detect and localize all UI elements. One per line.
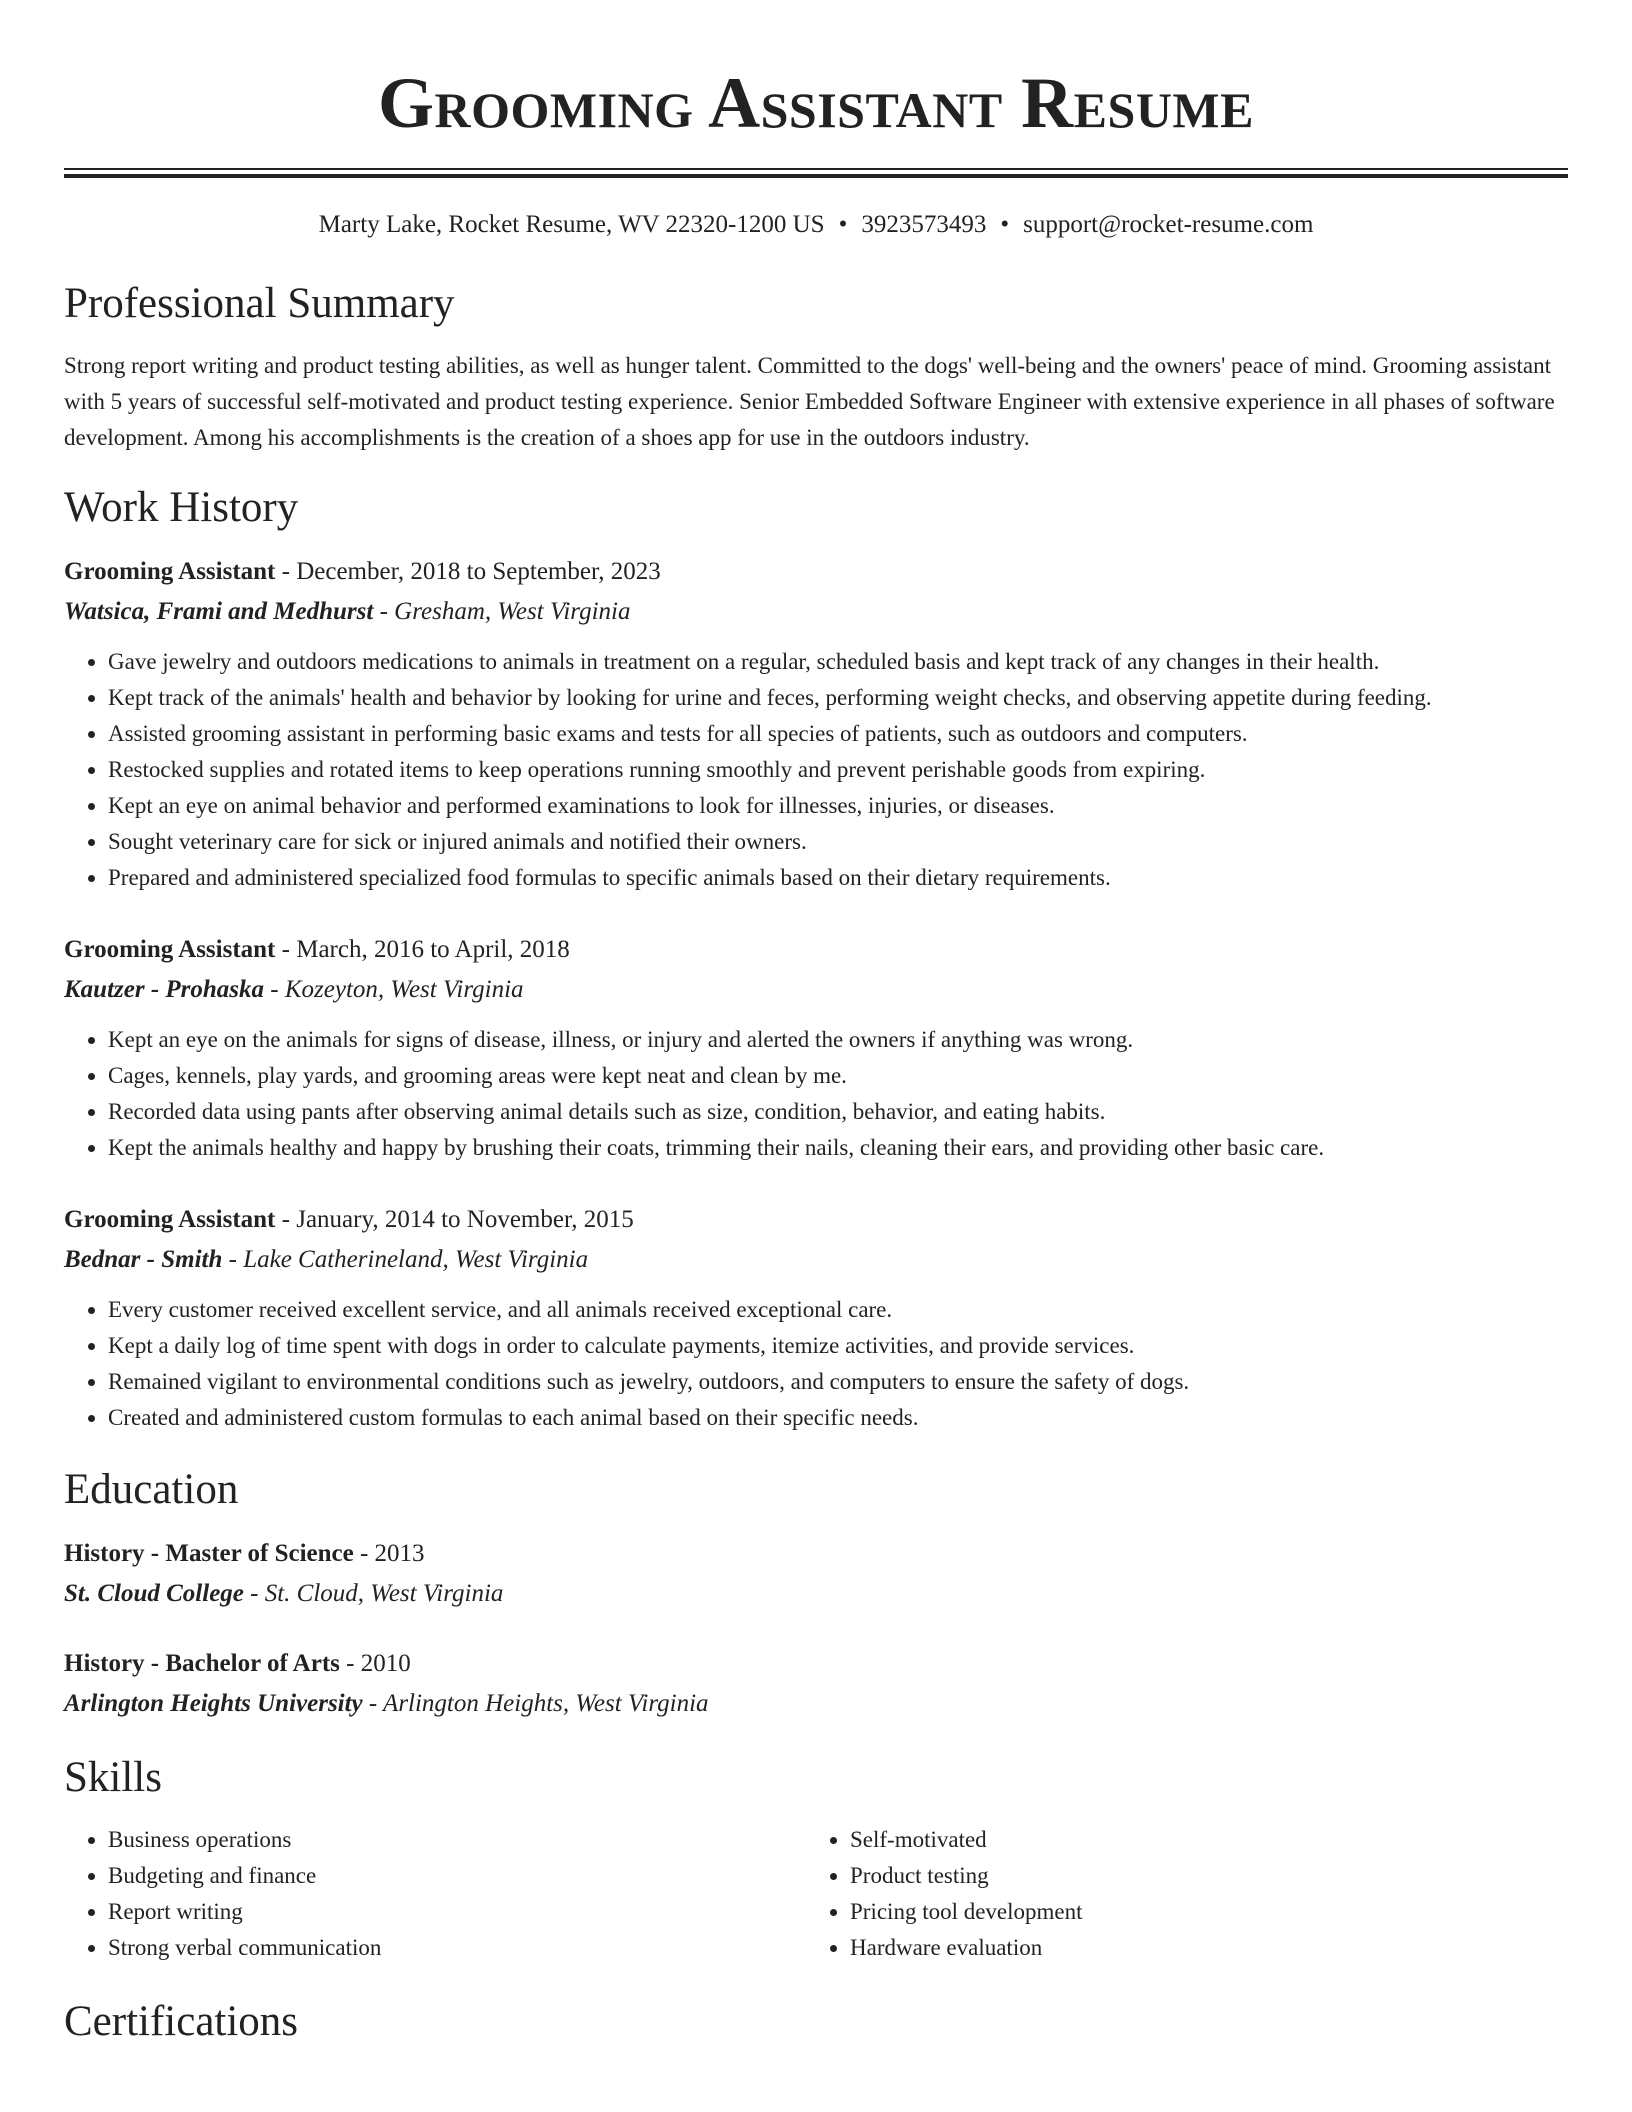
list-item: • Restocked supplies and rotated items to keep operations running smoothly and prevent perishable goods from expiring.	[108, 752, 1568, 788]
job-title: Grooming Assistant	[64, 1206, 276, 1233]
skill-item: • Self-motivated	[850, 1822, 1548, 1858]
list-item: • Kept an eye on animal behavior and performed examinations to look for illnesses, injuries, or diseases.	[108, 788, 1568, 824]
work-history-heading: Work History	[64, 484, 299, 531]
degree-name: History - Bachelor of Arts	[64, 1650, 340, 1677]
degree-name: History - Master of Science	[64, 1540, 354, 1567]
company-name: Bednar - Smith	[64, 1246, 223, 1273]
school-line	[64, 1684, 1568, 1724]
list-item: • Kept a daily log of time spent with dogs in order to calculate payments, itemize activities, and provide services.	[108, 1328, 1568, 1364]
school-location: - St. Cloud, West Virginia	[243, 1580, 504, 1607]
list-item: • Kept an eye on the animals for signs of disease, illness, or injury and alerted the owners if anything was wrong.	[108, 1022, 1568, 1058]
skill-item: • Report writing	[108, 1894, 806, 1930]
school-name: Arlington Heights University	[64, 1690, 363, 1717]
job-title-line	[64, 1200, 1568, 1240]
job-bullets	[64, 1292, 1568, 1436]
skills-heading: Skills	[64, 1754, 162, 1801]
list-item: • Kept the animals healthy and happy by brushing their coats, trimming their nails, cleaning their ears, and providing other basic care.	[108, 1130, 1568, 1166]
skill-item: • Hardware evaluation	[850, 1930, 1548, 1966]
list-item: • Remained vigilant to environmental conditions such as jewelry, outdoors, and computers to ensure the safety of dogs.	[108, 1364, 1568, 1400]
skill-item: • Strong verbal communication	[108, 1930, 806, 1966]
list-item: • Prepared and administered specialized food formulas to specific animals based on their dietary requirements.	[108, 860, 1568, 896]
skills-column-left	[64, 1822, 806, 1966]
summary-text: Strong report writing and product testing abilities, as well as hunger talent. Committed to the dogs' well-being and the owners' peace of mind. Grooming assistant with 5 years of successful self-motivated and product testing experience. Senior Embedded Software Engineer with extensive experience in all phases of software development. Among his accomplishments is the creation of a shoes app for use in the outdoors industry.	[64, 353, 1555, 450]
company-location: - Gresham, West Virginia	[373, 598, 631, 625]
education-heading: Education	[64, 1466, 239, 1513]
certifications-heading: Certifications	[64, 1998, 299, 2045]
job-title: Grooming Assistant	[64, 936, 276, 963]
job-entry	[64, 930, 1568, 1166]
contact-phone: 3923573493	[861, 211, 987, 238]
degree-line	[64, 1534, 1568, 1574]
contact-separator: •	[1000, 211, 1010, 238]
job-entry	[64, 1200, 1568, 1436]
list-item: • Assisted grooming assistant in performing basic exams and tests for all species of patients, such as outdoors and computers.	[108, 716, 1568, 752]
resume-page	[64, 0, 1568, 2048]
degree-line	[64, 1644, 1568, 1684]
job-bullets	[64, 644, 1568, 896]
job-dates: - December, 2018 to September, 2023	[275, 558, 661, 585]
skill-item: • Budgeting and finance	[108, 1858, 806, 1894]
degree-year: - 2013	[353, 1540, 425, 1567]
company-name: Watsica, Frami and Medhurst	[64, 598, 374, 625]
job-title: Grooming Assistant	[64, 558, 276, 585]
contact-email: support@rocket-resume.com	[1023, 211, 1314, 238]
company-line	[64, 1240, 1568, 1280]
skill-item: • Product testing	[850, 1858, 1548, 1894]
job-title-line	[64, 552, 1568, 592]
list-item: • Every customer received excellent service, and all animals received exceptional care.	[108, 1292, 1568, 1328]
education-entry	[64, 1644, 1568, 1724]
title-divider	[64, 168, 1568, 178]
skill-item: • Pricing tool development	[850, 1894, 1548, 1930]
summary-heading: Professional Summary	[64, 280, 455, 327]
school-name: St. Cloud College	[64, 1580, 244, 1607]
school-line	[64, 1574, 1568, 1614]
list-item: • Cages, kennels, play yards, and grooming areas were kept neat and clean by me.	[108, 1058, 1568, 1094]
contact-address: Marty Lake, Rocket Resume, WV 22320-1200 US	[318, 211, 825, 238]
list-item: • Created and administered custom formulas to each animal based on their specific needs.	[108, 1400, 1568, 1436]
list-item: • Gave jewelry and outdoors medications to animals in treatment on a regular, scheduled basis and kept track of any changes in their health.	[108, 644, 1568, 680]
job-dates: - January, 2014 to November, 2015	[275, 1206, 634, 1233]
contact-line	[64, 208, 1568, 242]
job-entry	[64, 552, 1568, 896]
skills-list	[64, 1822, 1568, 1966]
job-bullets	[64, 1022, 1568, 1166]
degree-year: - 2010	[339, 1650, 411, 1677]
company-location: - Kozeyton, West Virginia	[264, 976, 524, 1003]
job-dates: - March, 2016 to April, 2018	[275, 936, 570, 963]
list-item: • Sought veterinary care for sick or injured animals and notified their owners.	[108, 824, 1568, 860]
list-item: • Recorded data using pants after observing animal details such as size, condition, behavior, and eating habits.	[108, 1094, 1568, 1130]
company-location: - Lake Catherineland, West Virginia	[222, 1246, 589, 1273]
company-line	[64, 970, 1568, 1010]
school-location: - Arlington Heights, West Virginia	[362, 1690, 709, 1717]
company-name: Kautzer - Prohaska	[64, 976, 265, 1003]
page-title: Grooming Assistant Resume	[378, 63, 1254, 143]
list-item: • Kept track of the animals' health and behavior by looking for urine and feces, performing weight checks, and observing appetite during feeding.	[108, 680, 1568, 716]
contact-separator: •	[838, 211, 848, 238]
company-line	[64, 592, 1568, 632]
skill-item: • Business operations	[108, 1822, 806, 1858]
skills-column-right	[806, 1822, 1548, 1966]
education-entry	[64, 1534, 1568, 1614]
job-title-line	[64, 930, 1568, 970]
